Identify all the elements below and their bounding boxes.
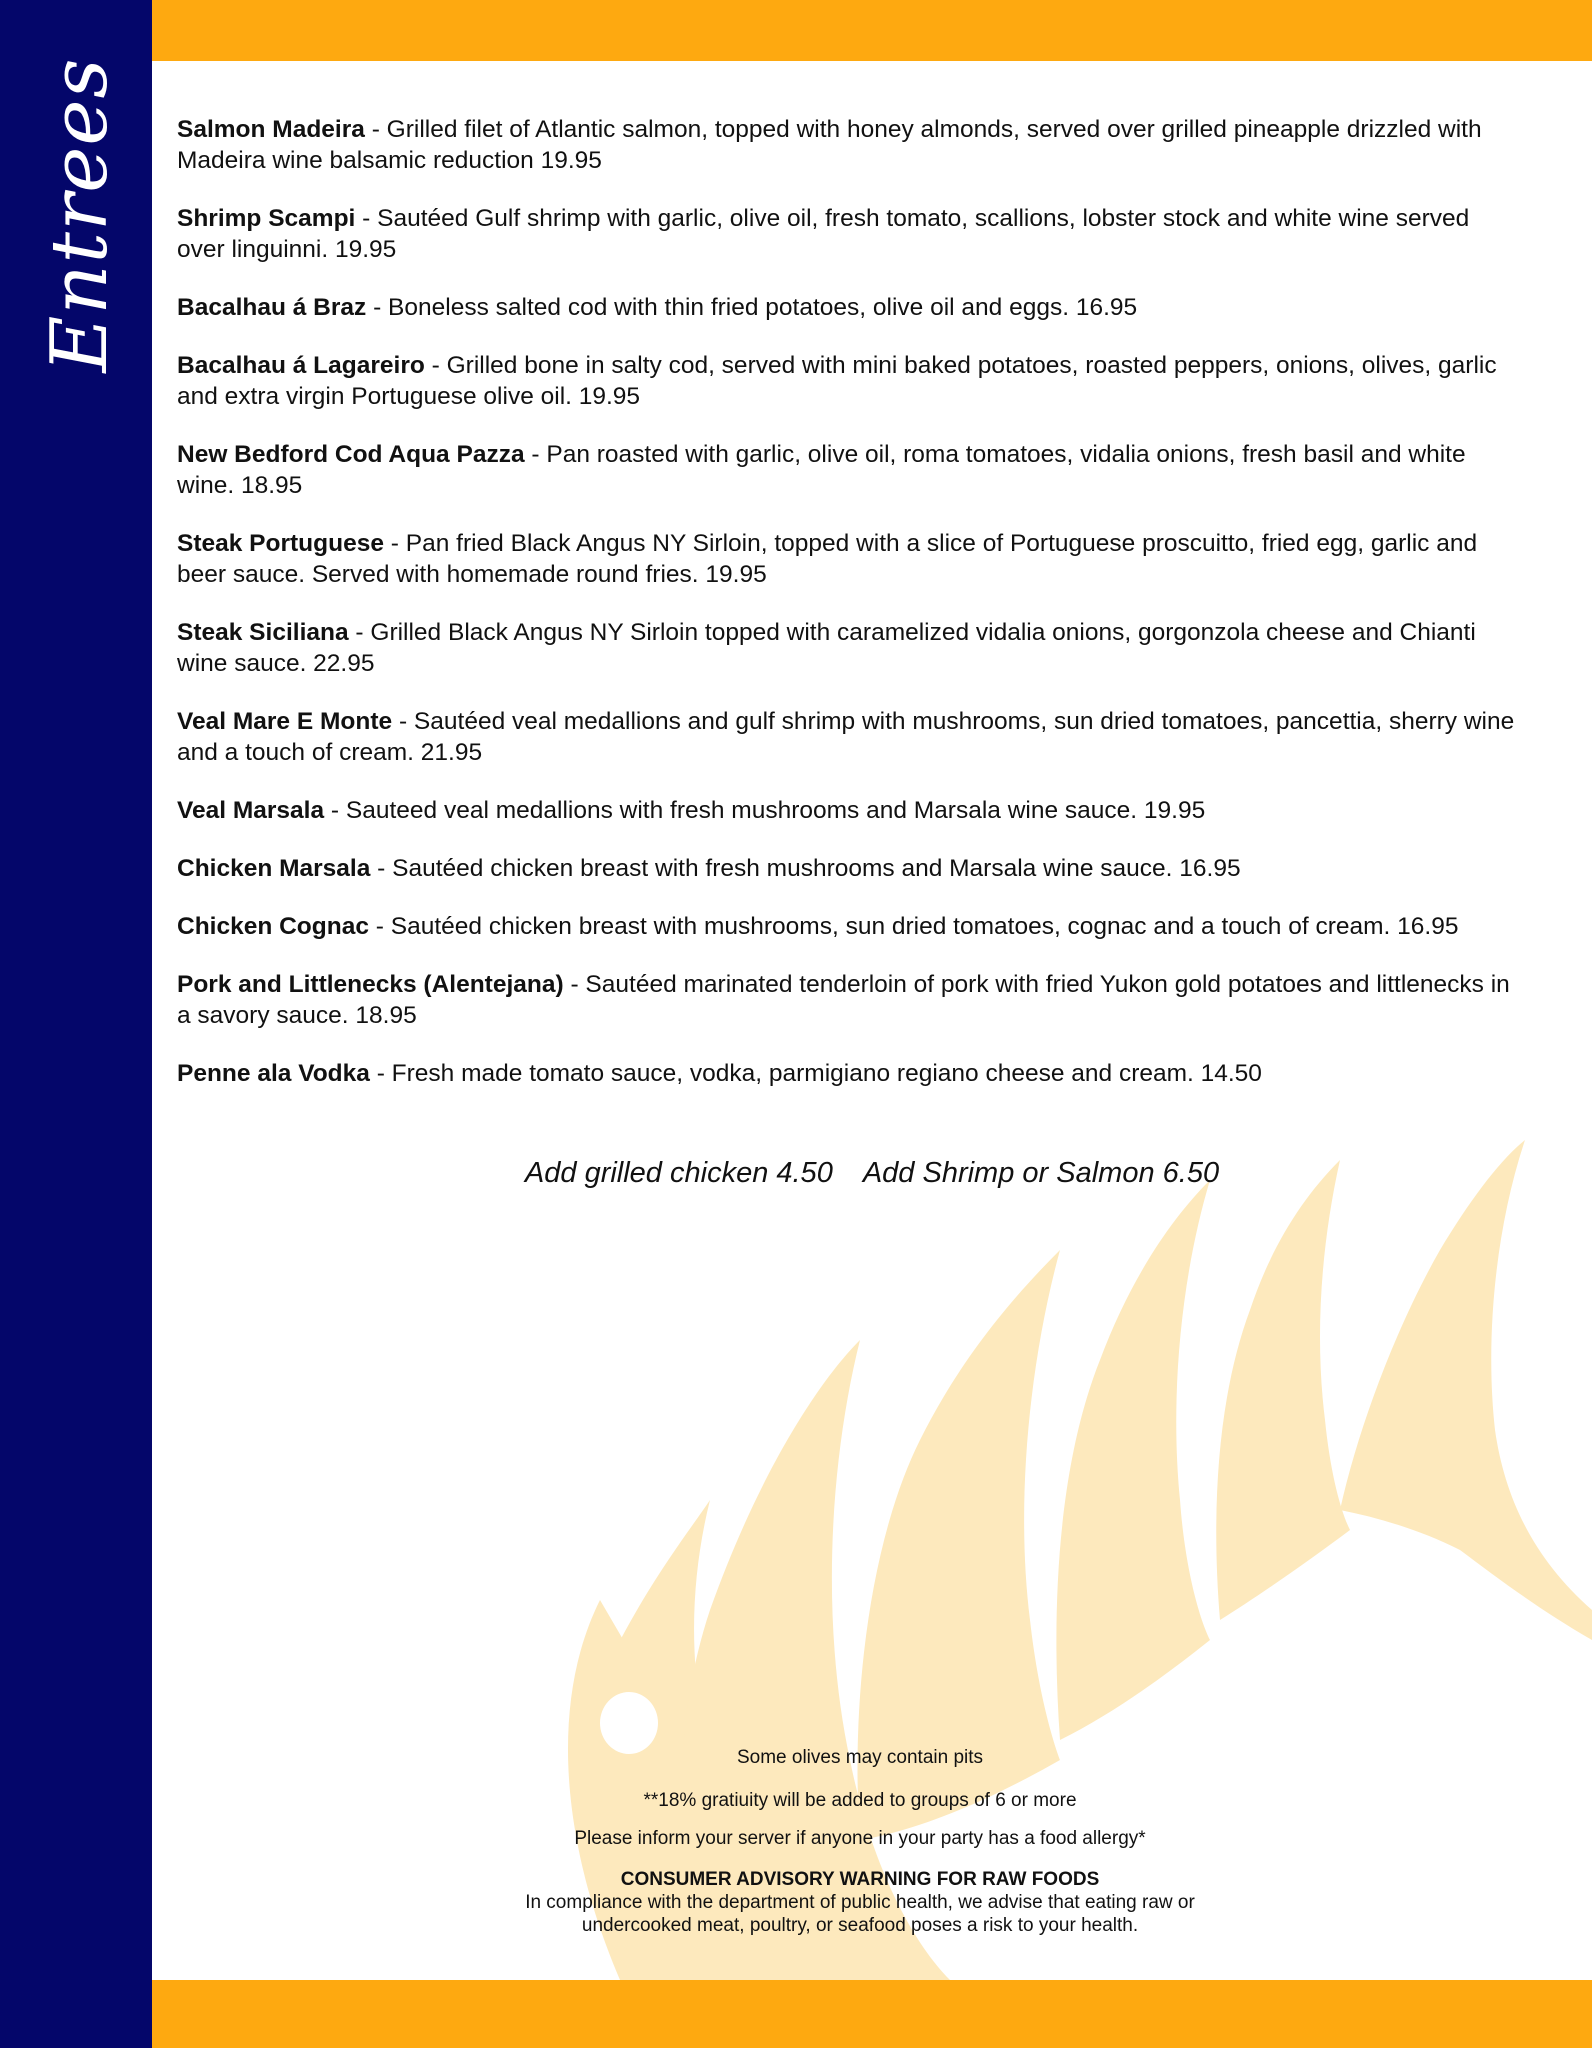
list-item: [177, 1058, 1517, 1089]
side-bar: [0, 0, 152, 2048]
list-item: [177, 203, 1517, 265]
item-name: Salmon Madeira: [177, 116, 365, 143]
fish-eye: [600, 1692, 658, 1754]
item-name: Shrimp Scampi: [177, 205, 356, 232]
item-description: - Sautéed marinated tenderloin of pork with fried Yukon gold potatoes and littlenecks in a savory sauce. 18.95: [177, 971, 1510, 1029]
allergy-note: Please inform your server if anyone in your party has a food allergy*: [574, 1828, 1146, 1849]
advisory-line: undercooked meat, poultry, or seafood poses a risk to your health.: [581, 1915, 1139, 1936]
fish-watermark-icon: [560, 1140, 1592, 1980]
item-name: Veal Mare E Monte: [177, 708, 393, 735]
item-description: - Sautéed chicken breast with fresh mushrooms and Marsala wine sauce. 16.95: [370, 855, 1241, 882]
item-description: - Sautéed veal medallions and gulf shrimp with mushrooms, sun dried tomatoes, pancettia, sherry wine and a touch of cream. 21.95: [177, 708, 1515, 766]
item-description: - Sauteed veal medallions with fresh mushrooms and Marsala wine sauce. 19.95: [324, 797, 1206, 824]
addon-seafood: Add Shrimp or Salmon 6.50: [862, 1157, 1220, 1189]
item-name: Penne ala Vodka: [177, 1060, 370, 1087]
advisory-line: In compliance with the department of public health, we advise that eating raw or: [525, 1892, 1195, 1913]
entree-list: [177, 114, 1517, 1116]
olives-note: Some olives may contain pits: [736, 1747, 984, 1768]
gratuity-note: **18% gratiuity will be added to groups of 6 or more: [643, 1790, 1077, 1811]
section-title: Entrees: [35, 57, 125, 373]
item-description: - Pan roasted with garlic, olive oil, roma tomatoes, vidalia onions, fresh basil and white wine. 18.95: [177, 441, 1466, 499]
item-description: - Sautéed Gulf shrimp with garlic, olive oil, fresh tomato, scallions, lobster stock and white wine served over linguinni. 19.95: [177, 205, 1470, 263]
list-item: [177, 439, 1517, 501]
item-description: - Sautéed chicken breast with mushrooms, sun dried tomatoes, cognac and a touch of cream. 16.95: [368, 913, 1459, 940]
item-description: - Grilled filet of Atlantic salmon, topped with honey almonds, served over grilled pineapple drizzled with Madeira wine balsamic reduction 19.95: [177, 116, 1482, 174]
list-item: [177, 706, 1517, 768]
item-name: Steak Siciliana: [177, 619, 349, 646]
item-name: Steak Portuguese: [177, 530, 384, 557]
item-name: Bacalhau á Lagareiro: [177, 352, 425, 379]
list-item: [177, 853, 1517, 884]
item-description: - Fresh made tomato sauce, vodka, parmigiano regiano cheese and cream. 14.50: [369, 1060, 1262, 1087]
item-description: - Pan fried Black Angus NY Sirloin, topped with a slice of Portuguese proscuitto, fried egg, garlic and beer sauce. Served with homemade round fries. 19.95: [177, 530, 1478, 588]
list-item: [177, 114, 1517, 176]
item-name: Chicken Marsala: [177, 855, 371, 882]
list-item: [177, 795, 1517, 826]
addons-line: [152, 1157, 1592, 1190]
item-description: - Boneless salted cod with thin fried potatoes, olive oil and eggs. 16.95: [366, 294, 1138, 321]
item-name: Veal Marsala: [177, 797, 325, 824]
bottom-band: [152, 1980, 1592, 2048]
top-band: [152, 0, 1592, 61]
item-name: Pork and Littlenecks (Alentejana): [177, 971, 564, 998]
consumer-advisory: [350, 1868, 1370, 1937]
list-item: [177, 911, 1517, 942]
item-name: New Bedford Cod Aqua Pazza: [177, 441, 525, 468]
list-item: [177, 969, 1517, 1031]
item-description: - Grilled bone in salty cod, served with mini baked potatoes, roasted peppers, onions, olives, garlic and extra virgin Portuguese olive oil. 19.95: [177, 352, 1497, 410]
item-name: Chicken Cognac: [177, 913, 369, 940]
list-item: [177, 528, 1517, 590]
item-description: - Grilled Black Angus NY Sirloin topped with caramelized vidalia onions, gorgonzola cheese and Chianti wine sauce. 22.95: [177, 619, 1476, 677]
item-name: Bacalhau á Braz: [177, 294, 367, 321]
advisory-title: CONSUMER ADVISORY WARNING FOR RAW FOODS: [620, 1869, 1100, 1890]
list-item: [177, 350, 1517, 412]
addon-chicken: Add grilled chicken 4.50: [524, 1157, 833, 1189]
list-item: [177, 292, 1517, 323]
list-item: [177, 617, 1517, 679]
